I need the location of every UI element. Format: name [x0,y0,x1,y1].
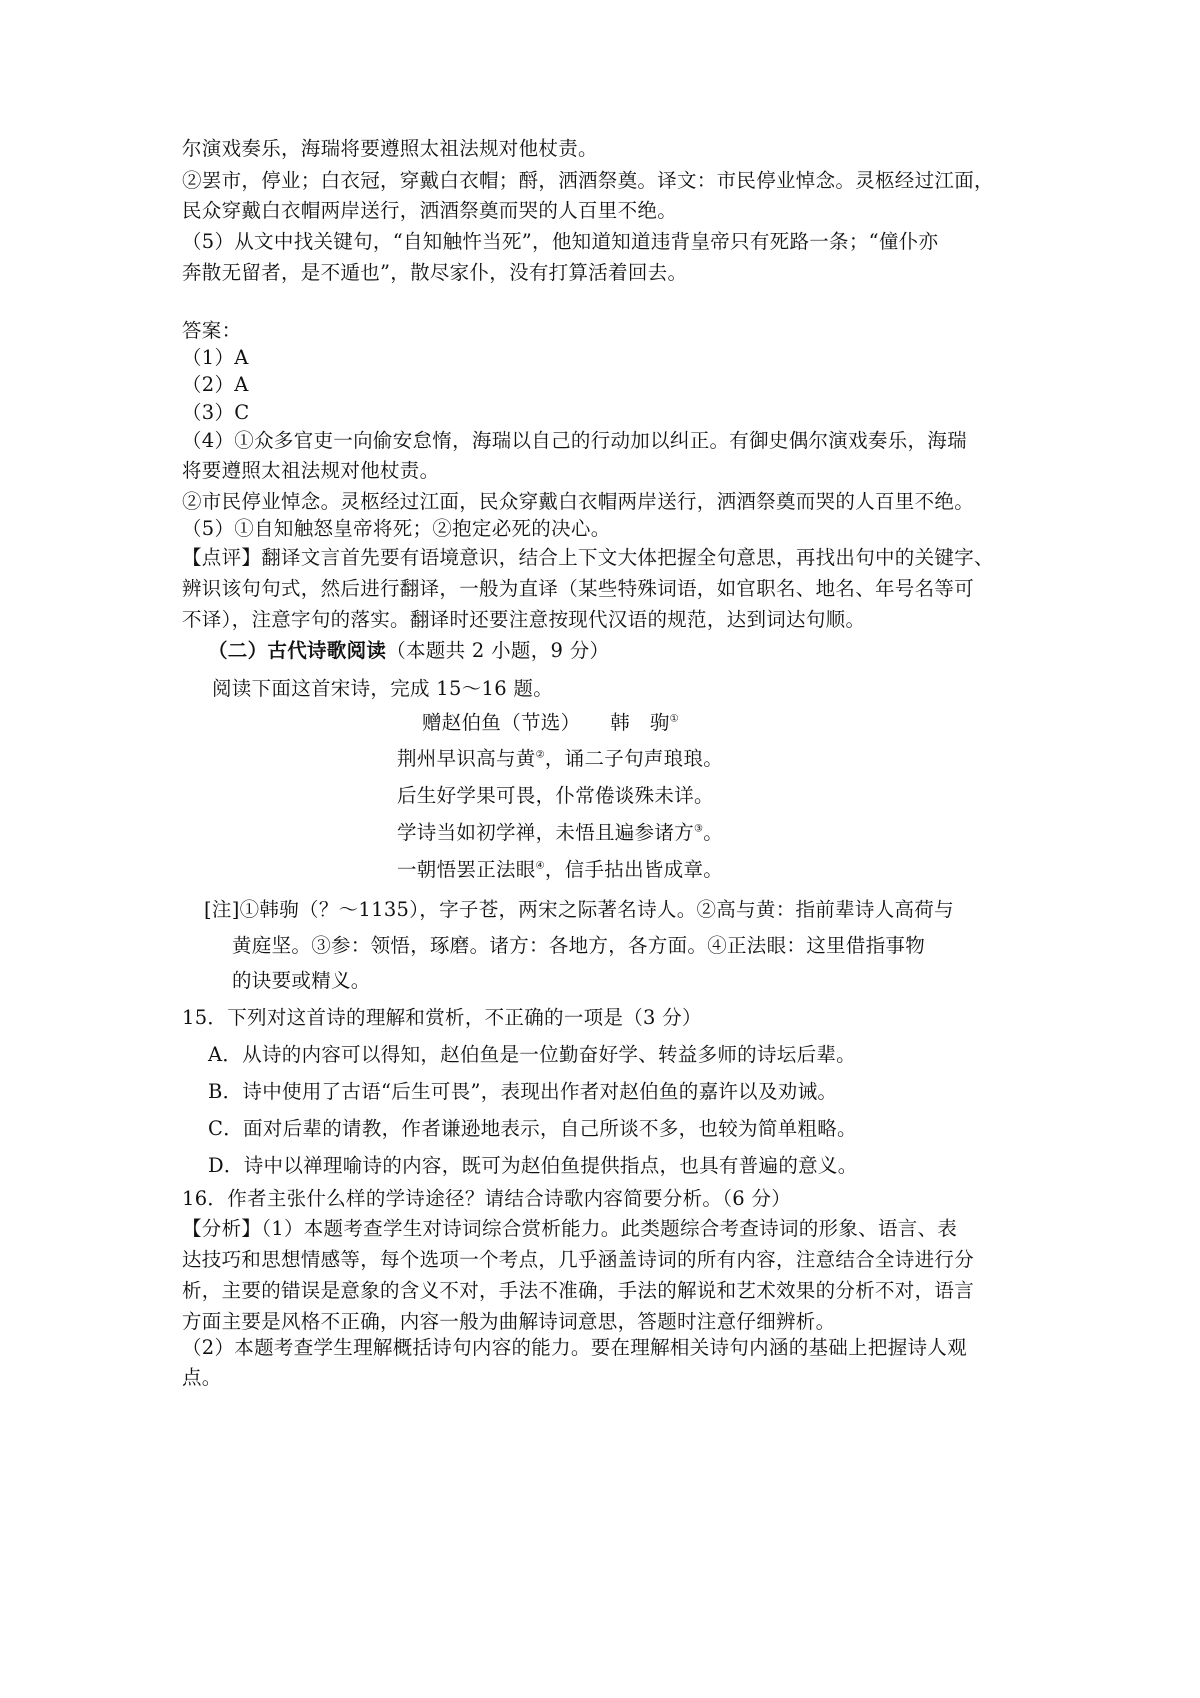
analysis-line: 民众穿戴白衣帽两岸送行，洒酒祭奠而哭的人百里不绝。 [182,199,678,222]
analysis-line: 奔散无留者，是不遁也”，散尽家仆，没有打算活着回去。 [182,261,688,284]
poem-line: 后生好学果可畏，仆常倦谈殊未详。 [397,784,714,807]
answer-line: （5）①自知触怒皇帝将死；②抱定必死的决心。 [182,517,611,540]
poem-title-line [422,710,679,736]
poem-line-text: ，信手拈出皆成章。 [544,858,724,881]
comment-line: 【点评】翻译文言首先要有语境意识，结合上下文大体把握全句意思，再找出句中的关键字、 [182,546,994,569]
analysis-line: 析，主要的错误是意象的含义不对，手法不准确，手法的解说和艺术效果的分析不对，语言 [182,1279,975,1302]
section-title [208,638,609,664]
answer-line: 将要遵照太祖法规对他杖责。 [182,459,440,482]
poem-author: 韩 驹 [610,711,670,734]
analysis-line: 【分析】（1）本题考查学生对诗词综合赏析能力。此类题综合考查诗词的形象、语言、表 [182,1217,958,1240]
poem-line-text: 荆州早识高与黄 [397,747,536,770]
answer-line: （2）A [182,373,249,396]
poem-line-text: 一朝悟罢正法眼 [397,858,536,881]
footnote-marker: ② [535,749,545,761]
poem-line [397,746,723,772]
footnote-marker: ④ [535,860,545,872]
note-line: 黄庭坚。③参：领悟，琢磨。诸方：各地方，各方面。④正法眼：这里借指事物 [232,934,926,957]
section-title-rest: （本题共 2 小题，9 分） [386,639,610,662]
option-a: A．从诗的内容可以得知，赵伯鱼是一位勤奋好学、转益多师的诗坛后辈。 [208,1043,856,1066]
note-line: [注]①韩驹（？～1135），字子苍，两宋之际著名诗人。②高与黄：指前辈诗人高荷与 [204,898,954,921]
analysis-line: 尔演戏奏乐，海瑞将要遵照太祖法规对他杖责。 [182,137,598,160]
answer-line: （3）C [182,401,250,424]
comment-line: 不译），注意字句的落实。翻译时还要注意按现代汉语的规范，达到词达句顺。 [182,608,866,631]
answers-heading: 答案： [182,319,242,342]
answer-line: ②市民停业悼念。灵柩经过江面，民众穿戴白衣帽两岸送行，洒酒祭奠而哭的人百里不绝。 [182,490,975,513]
answer-line: （4）①众多官吏一向偷安怠惰，海瑞以自己的行动加以纠正。有御史偶尔演戏奏乐，海瑞 [182,429,967,452]
analysis-line: （2）本题考查学生理解概括诗句内容的能力。要在理解相关诗句内涵的基础上把握诗人观 [182,1336,967,1359]
analysis-line: 达技巧和思想情感等，每个选项一个考点，几乎涵盖诗词的所有内容，注意结合全诗进行分 [182,1248,975,1271]
poem-line-text: 。 [703,821,724,844]
section-title-bold: （二）古代诗歌阅读 [208,639,387,662]
poem-title: 赠赵伯鱼（节选） [422,711,571,734]
option-d: D．诗中以禅理喻诗的内容，既可为赵伯鱼提供指点，也具有普遍的意义。 [208,1154,858,1177]
option-b: B．诗中使用了古语“后生可畏”，表现出作者对赵伯鱼的嘉许以及劝诫。 [208,1080,838,1103]
footnote-marker: ③ [694,823,704,835]
poem-line [397,820,723,846]
answer-line: （1）A [182,346,249,369]
question-15-stem: 15．下列对这首诗的理解和赏析，不正确的一项是（3 分） [182,1006,702,1029]
analysis-line: （5）从文中找关键句，“自知触忤当死”，他知道知道违背皇帝只有死路一条；“僮仆亦 [182,230,939,253]
note-line: 的诀要或精义。 [232,969,371,992]
comment-line: 辨识该句句式，然后进行翻译，一般为直译（某些特殊词语，如官职名、地名、年号名等可 [182,577,975,600]
analysis-line: 点。 [182,1366,222,1389]
section-instruction: 阅读下面这首宋诗，完成 15～16 题。 [212,677,554,700]
analysis-line: 方面主要是风格不正确，内容一般为曲解诗词意思，答题时注意仔细辨析。 [182,1310,836,1333]
poem-line-text: ，诵二子句声琅琅。 [544,747,724,770]
option-c: C．面对后辈的请教，作者谦逊地表示，自己所谈不多，也较为简单粗略。 [208,1117,857,1140]
poem-line-text: 学诗当如初学禅，未悟且遍参诸方 [397,821,695,844]
analysis-line: ②罢市，停业；白衣冠，穿戴白衣帽；酹，洒酒祭奠。译文：市民停业悼念。灵柩经过江面， [182,169,994,192]
footnote-marker: ① [669,713,679,725]
poem-line [397,857,723,883]
question-16-stem: 16．作者主张什么样的学诗途径？请结合诗歌内容简要分析。（6 分） [182,1187,792,1210]
